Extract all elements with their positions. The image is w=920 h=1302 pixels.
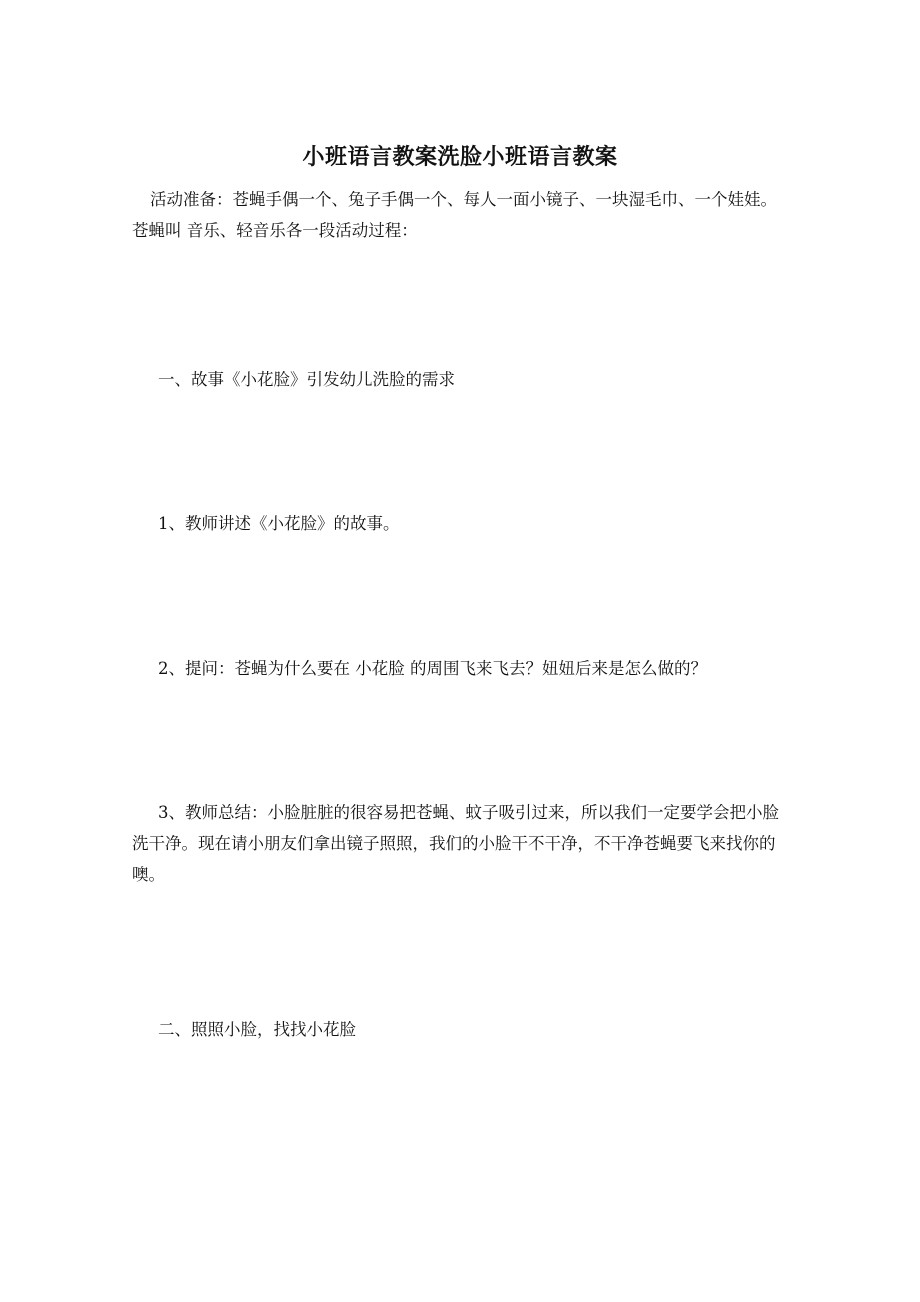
paragraph-step-one: 1、教师讲述《小花脸》的故事。 [158,514,400,533]
document-title: 小班语言教案洗脸小班语言教案 [302,144,618,170]
paragraph-activity-preparation: 活动准备：苍蝇手偶一个、兔子手偶一个、每人一面小镜子、一块湿毛巾、一个娃娃。 苍蝇叫 音乐、轻音乐各一段活动过程： [132,190,783,240]
paragraph-step-three: 3、教师总结：小脸脏脏的很容易把苍蝇、蚊子吸引过来，所以我们一定要学会把小脸洗干净。现在请小朋友们拿出镜子照照，我们的小脸干不干净，不干净苍蝇要飞来找你的噢。 [132,803,779,884]
paragraph-step-two: 2、提问：苍蝇为什么要在 小花脸 的周围飞来飞去？妞妞后来是怎么做的？ [158,659,707,678]
paragraph-section-two-heading: 二、照照小脸，找找小花脸 [158,1020,356,1039]
paragraph-section-one-heading: 一、故事《小花脸》引发幼儿洗脸的需求 [158,370,455,389]
